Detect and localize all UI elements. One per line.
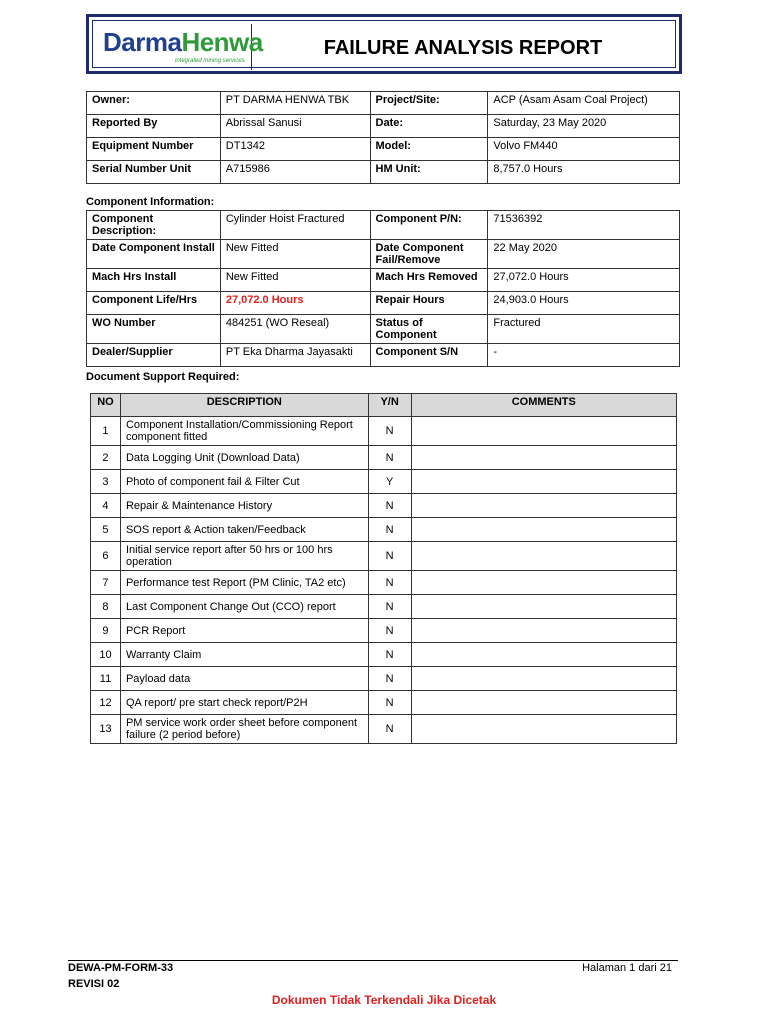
row-description: QA report/ pre start check report/P2H <box>120 691 368 715</box>
field-label: Date Component Install <box>87 240 221 269</box>
field-label: Component S/N <box>370 344 488 367</box>
row-number: 11 <box>91 667 121 691</box>
row-description: SOS report & Action taken/Feedback <box>120 518 368 542</box>
component-info-table <box>86 210 680 367</box>
field-label: Repair Hours <box>370 292 488 315</box>
row-yn: N <box>368 494 411 518</box>
row-yn: N <box>368 643 411 667</box>
table-row <box>91 619 677 643</box>
info-row <box>87 269 680 292</box>
row-comments <box>411 619 676 643</box>
field-label: Component Description: <box>87 211 221 240</box>
info-row <box>87 92 680 115</box>
header-no: NO <box>91 394 121 417</box>
row-yn: N <box>368 571 411 595</box>
row-comments <box>411 542 676 571</box>
field-value: A715986 <box>220 161 370 184</box>
field-label: HM Unit: <box>370 161 488 184</box>
field-label: Model: <box>370 138 488 161</box>
row-description: PM service work order sheet before component failure (2 period before) <box>120 715 368 744</box>
row-comments <box>411 494 676 518</box>
info-row <box>87 138 680 161</box>
row-number: 12 <box>91 691 121 715</box>
row-number: 5 <box>91 518 121 542</box>
row-description: Photo of component fail & Filter Cut <box>120 470 368 494</box>
logo-part-2: Henwa <box>181 27 263 57</box>
logo-wordmark <box>103 27 263 58</box>
field-value: DT1342 <box>220 138 370 161</box>
field-label: Date Component Fail/Remove <box>370 240 488 269</box>
field-value: 27,072.0 Hours <box>488 269 680 292</box>
field-label: Serial Number Unit <box>87 161 221 184</box>
field-label: Component Life/Hrs <box>87 292 221 315</box>
field-label: Dealer/Supplier <box>87 344 221 367</box>
table-row <box>91 667 677 691</box>
field-value: ACP (Asam Asam Coal Project) <box>488 92 680 115</box>
row-number: 4 <box>91 494 121 518</box>
row-description: Repair & Maintenance History <box>120 494 368 518</box>
page-indicator: Halaman 1 dari 21 <box>582 962 672 974</box>
row-comments <box>411 417 676 446</box>
table-row <box>91 518 677 542</box>
row-number: 3 <box>91 470 121 494</box>
row-yn: N <box>368 667 411 691</box>
row-number: 7 <box>91 571 121 595</box>
table-row <box>91 446 677 470</box>
owner-info-table <box>86 91 680 184</box>
field-value: - <box>488 344 680 367</box>
company-logo <box>97 24 263 70</box>
info-row <box>87 344 680 367</box>
row-comments <box>411 595 676 619</box>
field-value: 484251 (WO Reseal) <box>220 315 370 344</box>
field-value: 24,903.0 Hours <box>488 292 680 315</box>
row-comments <box>411 518 676 542</box>
table-row <box>91 494 677 518</box>
logo-part-1: Darma <box>103 27 182 57</box>
field-label: WO Number <box>87 315 221 344</box>
field-label: Owner: <box>87 92 221 115</box>
row-yn: N <box>368 518 411 542</box>
table-row <box>91 691 677 715</box>
row-yn: N <box>368 542 411 571</box>
row-comments <box>411 643 676 667</box>
row-description: Component Installation/Commissioning Report component fitted <box>120 417 368 446</box>
row-number: 8 <box>91 595 121 619</box>
info-row <box>87 211 680 240</box>
row-description: Initial service report after 50 hrs or 100 hrs operation <box>120 542 368 571</box>
row-yn: N <box>368 595 411 619</box>
field-value: 8,757.0 Hours <box>488 161 680 184</box>
row-description: Last Component Change Out (CCO) report <box>120 595 368 619</box>
table-row <box>91 643 677 667</box>
form-code: DEWA-PM-FORM-33 <box>68 962 174 974</box>
field-value: Abrissal Sanusi <box>220 115 370 138</box>
row-comments <box>411 446 676 470</box>
row-comments <box>411 667 676 691</box>
header-comments: COMMENTS <box>411 394 676 417</box>
row-yn: N <box>368 715 411 744</box>
row-description: Data Logging Unit (Download Data) <box>120 446 368 470</box>
header-frame <box>92 20 676 68</box>
row-number: 2 <box>91 446 121 470</box>
field-value: PT DARMA HENWA TBK <box>220 92 370 115</box>
info-row <box>87 161 680 184</box>
field-label: Date: <box>370 115 488 138</box>
row-number: 1 <box>91 417 121 446</box>
table-row <box>91 571 677 595</box>
field-label: Project/Site: <box>370 92 488 115</box>
report-header <box>86 14 682 74</box>
row-description: Performance test Report (PM Clinic, TA2 etc) <box>120 571 368 595</box>
field-label: Equipment Number <box>87 138 221 161</box>
header-yn: Y/N <box>368 394 411 417</box>
row-comments <box>411 715 676 744</box>
table-header-row <box>91 394 677 417</box>
table-row <box>91 470 677 494</box>
report-title: FAILURE ANALYSIS REPORT <box>323 36 603 59</box>
field-value: 27,072.0 Hours <box>220 292 370 315</box>
footer-divider <box>68 960 678 961</box>
row-yn: N <box>368 691 411 715</box>
logo-tagline: integrated mining services <box>175 58 245 64</box>
info-row <box>87 240 680 269</box>
row-comments <box>411 571 676 595</box>
row-description: Warranty Claim <box>120 643 368 667</box>
field-value: Volvo FM440 <box>488 138 680 161</box>
row-number: 10 <box>91 643 121 667</box>
row-comments <box>411 691 676 715</box>
row-yn: Y <box>368 470 411 494</box>
component-section-label: Component Information: <box>86 196 215 208</box>
field-label: Reported By <box>87 115 221 138</box>
document-support-table <box>90 393 677 744</box>
field-label: Status of Component <box>370 315 488 344</box>
row-description: Payload data <box>120 667 368 691</box>
table-row <box>91 715 677 744</box>
info-row <box>87 115 680 138</box>
header-description: DESCRIPTION <box>120 394 368 417</box>
row-yn: N <box>368 417 411 446</box>
field-value: Cylinder Hoist Fractured <box>220 211 370 240</box>
row-number: 13 <box>91 715 121 744</box>
row-description: PCR Report <box>120 619 368 643</box>
table-row <box>91 542 677 571</box>
field-value: PT Eka Dharma Jayasakti <box>220 344 370 367</box>
field-value: Saturday, 23 May 2020 <box>488 115 680 138</box>
revision-label: REVISI 02 <box>68 978 120 990</box>
info-row <box>87 292 680 315</box>
uncontrolled-document-notice: Dokumen Tidak Terkendali Jika Dicetak <box>271 993 497 1007</box>
row-number: 6 <box>91 542 121 571</box>
field-value: 22 May 2020 <box>488 240 680 269</box>
field-label: Mach Hrs Install <box>87 269 221 292</box>
field-value: New Fitted <box>220 269 370 292</box>
row-yn: N <box>368 619 411 643</box>
field-label: Component P/N: <box>370 211 488 240</box>
field-value: 71536392 <box>488 211 680 240</box>
field-value: New Fitted <box>220 240 370 269</box>
table-row <box>91 595 677 619</box>
info-row <box>87 315 680 344</box>
field-label: Mach Hrs Removed <box>370 269 488 292</box>
row-number: 9 <box>91 619 121 643</box>
row-yn: N <box>368 446 411 470</box>
table-row <box>91 417 677 446</box>
row-comments <box>411 470 676 494</box>
field-value: Fractured <box>488 315 680 344</box>
document-section-label: Document Support Required: <box>86 371 240 383</box>
